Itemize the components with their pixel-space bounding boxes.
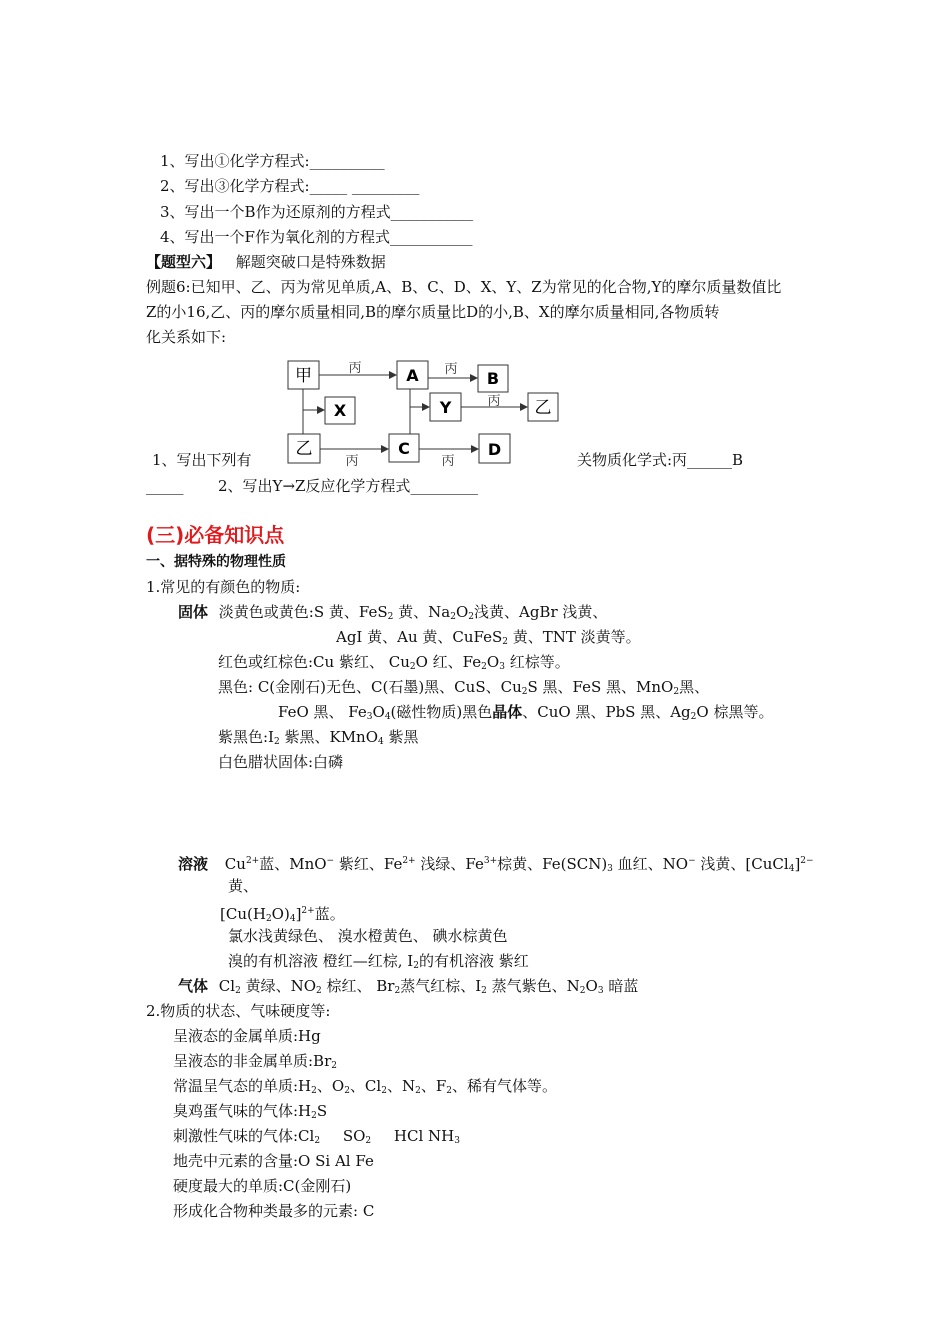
red-line: 红色或红棕色:Cu 紫红、 $Cu_2O$ 红、$Fe_2O_3$ 红棕等。	[218, 653, 570, 672]
black-line-2: FeO 黑、 $Fe_3O_4$(磁性物质)黑色晶体、CuO 黑、PbS 黑、$Ag_2O$ 棕黑等。	[278, 703, 774, 722]
edge-label-C-D: 丙	[441, 454, 455, 469]
type6-q2: 2、写出Y→Z反应化学方程式_________	[218, 477, 478, 495]
gas-label: 气体	[178, 977, 209, 995]
crust-elements: 地壳中元素的含量:O Si Al Fe	[173, 1152, 374, 1170]
organic-solution-line: 溴的有机溶液 橙红—红棕, $I_2$的有机溶液 紫红	[228, 952, 529, 971]
pungent-gases: 刺激性气味的气体$:Cl_2$ $SO_2$ HCl $NH_3$	[173, 1127, 460, 1146]
item-2: 2.物质的状态、气味硬度等:	[146, 1002, 331, 1020]
type6-q1-left: 1、写出下列有	[152, 451, 252, 469]
node-yi: 乙	[295, 439, 313, 459]
liquid-metal: 呈液态的金属单质:Hg	[173, 1027, 321, 1045]
node-Y: Y	[439, 398, 452, 417]
question-3: 3、写出一个B作为还原剂的方程式___________	[160, 203, 474, 221]
edge-label-A-B: 丙	[444, 362, 458, 377]
solution-label: 溶液	[178, 855, 209, 873]
hardest-element: 硬度最大的单质:C(金刚石)	[173, 1177, 352, 1195]
solution-yellow: 黄、	[228, 877, 259, 895]
white-line: 白色腊状固体:白磷	[218, 753, 344, 771]
edge-label-Y-yi: 丙	[487, 394, 501, 409]
node-D: D	[487, 440, 502, 459]
edge-label-yi-C: 丙	[345, 454, 359, 469]
example-line-1: 例题6:已知甲、乙、丙为常见单质,A、B、C、D、X、Y、Z为常见的化合物,Y的摩尔质量数值比	[146, 278, 782, 296]
most-compounds-element: 形成化合物种类最多的元素: C	[173, 1202, 375, 1220]
question-1: 1、写出①化学方程式:__________	[160, 152, 385, 170]
item-1: 1.常见的有颜色的物质:	[146, 578, 301, 596]
cu-complex-line: $[Cu(H_2O)_4]^{2+}$蓝。	[220, 905, 345, 924]
liquid-nonmetal: 呈液态的非金属单质$:Br_2$	[173, 1052, 337, 1071]
example-line-2: Z的小16,乙、丙的摩尔质量相同,B的摩尔质量比D的小,B、X的摩尔质量相同,各物质转	[146, 303, 720, 321]
example-line-3: 化关系如下:	[146, 328, 227, 346]
solid-yellow-line-2: AgI 黄、Au 黄、CuFeS$_2$ 黄、TNT 淡黄等。	[336, 628, 641, 647]
node-jia: 甲	[295, 366, 312, 386]
halogen-water-line: 氯水浅黄绿色、 溴水橙黄色、 碘水棕黄色	[228, 927, 508, 945]
solid-yellow-line: 固体 淡黄色或黄色:S 黄、FeS$_2$ 黄、$Na_2O_2$浅黄、AgBr 浅黄、	[178, 603, 608, 622]
edge-label-jia-A: 丙	[348, 361, 362, 376]
reaction-diagram	[0, 0, 950, 480]
subsection-physical: 一、据特殊的物理性质	[146, 554, 286, 570]
type6-q1-right: 关物质化学式:丙______B	[577, 451, 744, 469]
section-title: (三)必备知识点	[146, 523, 285, 547]
node-yi-right: 乙	[534, 398, 552, 418]
solution-line: 溶液 $Cu^{2+}$蓝、MnO− 紫红、$Fe^{2+}$ 浅绿、$Fe^{3+}$棕黄、$Fe(SCN)_3$ 血红、NO− 浅黄、[CuCl$_4$]$^{2-}$	[178, 855, 814, 874]
black-line: 黑色: C(金刚石)无色、C(石墨)黑、CuS、$Cu_2S$ 黑、FeS 黑、MnO$_2$黑、	[218, 678, 710, 697]
purple-line: 紫黑色$:I_2$ 紫黑、KMnO$_4$ 紫黑	[218, 728, 419, 747]
type6-title: 解题突破口是特殊数据	[235, 253, 386, 271]
gaseous-elements: 常温呈气态的单质$:H_2$、$O_2$、$Cl_2$、$N_2$、$F_2$、稀有气体等。	[173, 1077, 557, 1096]
type6-label: 【题型六】	[146, 253, 222, 271]
rotten-egg-gas: 臭鸡蛋气味的气体$:H_2S$	[173, 1102, 328, 1121]
node-A: A	[406, 366, 419, 385]
node-X: X	[333, 401, 347, 420]
type6-q2-blank: _____	[146, 477, 184, 495]
node-C: C	[398, 439, 410, 458]
gas-line: 气体 $Cl_2$ 黄绿、$NO_2$ 棕红、 $Br_2$蒸气红棕、$I_2$ 蒸气紫色、$N_2O_3$ 暗蓝	[178, 977, 639, 996]
solid-label: 固体	[178, 603, 209, 621]
node-B: B	[486, 369, 500, 388]
question-4: 4、写出一个F作为氧化剂的方程式___________	[160, 228, 473, 246]
question-2: 2、写出③化学方程式:_____ _________	[160, 177, 420, 195]
